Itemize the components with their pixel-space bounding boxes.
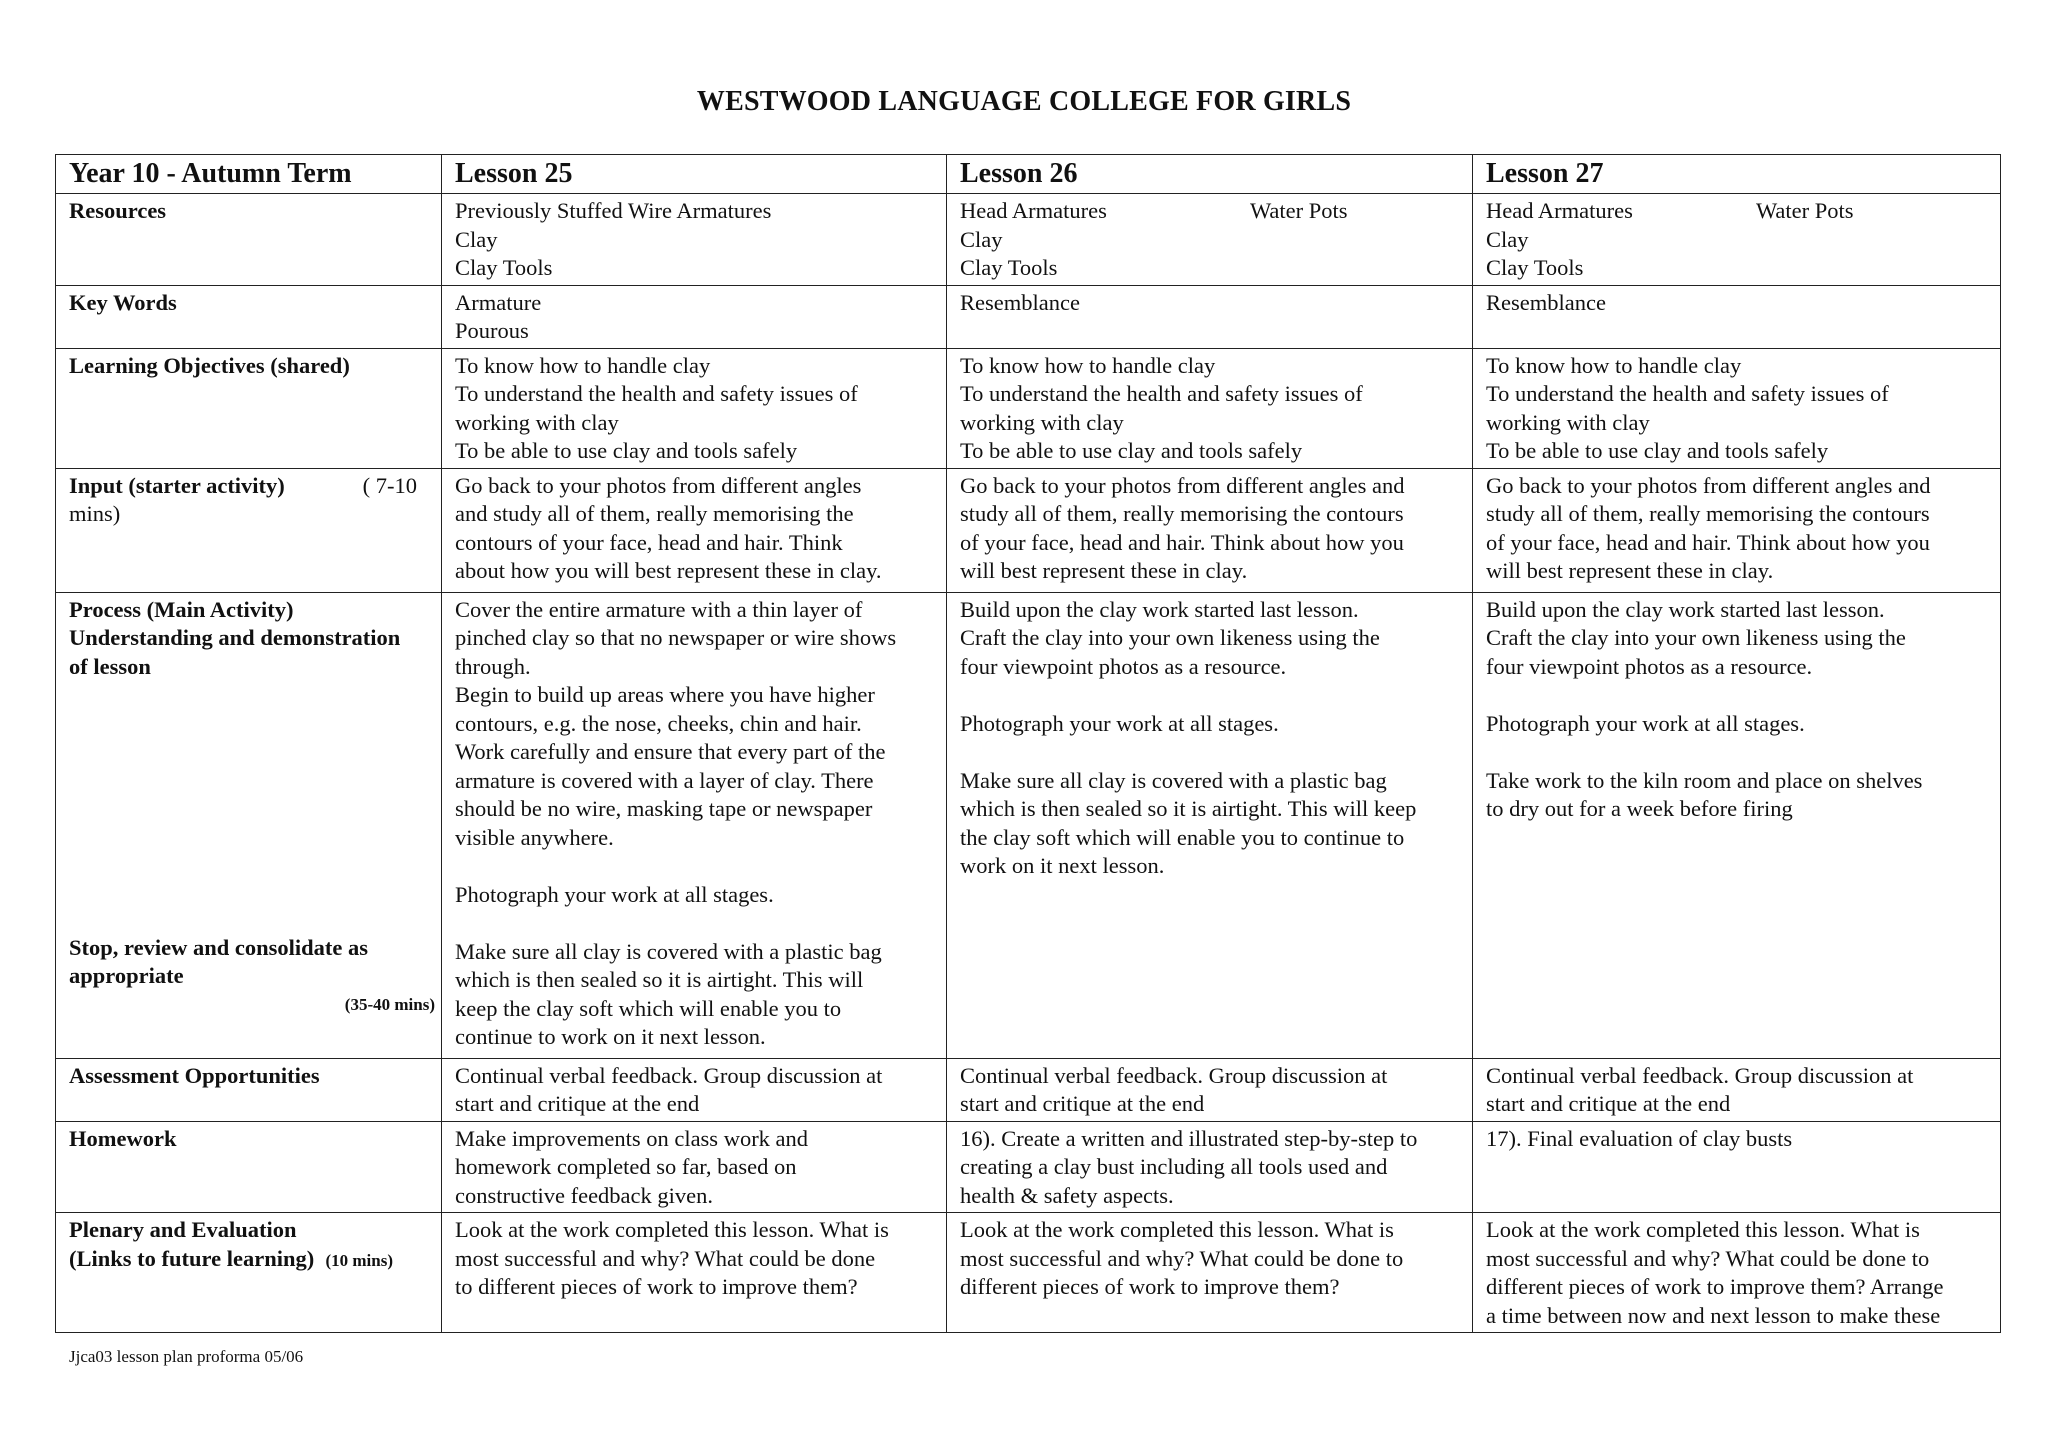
resources-lesson-27 [1473,194,2001,286]
row-label: Key Words [56,285,442,348]
cell-line [1486,197,1994,226]
cell-line: contours of your face, head and hair. Think [455,529,843,555]
cell-line: different pieces of work to improve them? Arrange [1486,1274,1944,1299]
lesson-25-header: Lesson 25 [442,155,947,194]
homework-lesson-27 [1473,1121,2001,1213]
row-label: Input (starter activity) [69,472,285,498]
cell-line: pinched clay so that no newspaper or wire shows [455,625,897,650]
cell-line: Resemblance [1486,289,1606,315]
cell-line: will best represent these in clay. [960,558,1248,583]
cell-line: armature is covered with a layer of clay. There [455,767,874,793]
cell-line: keep the clay soft which will enable you to [455,995,842,1021]
cell-line: working with clay [455,409,619,435]
cell-line [455,909,940,938]
objectives-lesson-27 [1473,348,2001,468]
key-words-row [56,285,2001,348]
cell-line: Make sure all clay is covered with a plastic bag [960,767,1387,793]
cell-line: different pieces of work to improve them? [960,1274,1340,1299]
cell-line: Continual verbal feedback. Group discussion at [1486,1062,1914,1088]
cell-line: 16). Create a written and illustrated step-by-step to [960,1125,1418,1151]
cell-line: Look at the work completed this lesson. What is [1486,1217,1920,1242]
cell-line: Previously Stuffed Wire Armatures [455,198,772,223]
cell-line: constructive feedback given. [455,1182,714,1208]
cell-line: should be no wire, masking tape or newspaper [455,796,873,821]
cell-line: Clay Tools [455,255,553,280]
cell-line: a time between now and next lesson to make these [1486,1302,1941,1328]
cell-line: To know how to handle clay [1486,352,1742,378]
process-label-cell [56,592,442,1058]
homework-row [56,1121,2001,1213]
cell-line: of your face, head and hair. Think about how you [1486,529,1930,555]
cell-line: Pourous [455,318,529,343]
plenary-time: (10 mins) [325,1250,394,1270]
cell-line [960,738,1466,767]
cell-line: to different pieces of work to improve them? [455,1274,858,1299]
assessment-row [56,1058,2001,1121]
cell-line: Cover the entire armature with a thin layer of [455,596,863,622]
resource-item: Water Pots [1756,198,1854,223]
cell-line: start and critique at the end [960,1091,1205,1116]
cell-line: four viewpoint photos as a resource. [960,653,1287,679]
cell-line: working with clay [1486,409,1650,435]
resource-item: Water Pots [1250,198,1348,223]
cell-line: which is then sealed so it is airtight. This will [455,967,864,992]
cell-line: Make improvements on class work and [455,1125,809,1151]
row-label: Understanding and demonstration [69,625,401,650]
cell-line: To understand the health and safety issues of [960,381,1363,406]
cell-line: start and critique at the end [455,1091,700,1116]
assessment-lesson-27 [1473,1058,2001,1121]
resource-item: Head Armatures [960,198,1107,223]
row-label: of lesson [69,653,151,679]
cell-line: working with clay [960,409,1124,435]
cell-line: To understand the health and safety issues of [1486,381,1889,406]
resources-row [56,194,2001,286]
cell-line: Clay Tools [1486,255,1584,280]
cell-line: Clay [455,226,498,252]
cell-line: creating a clay bust including all tools used and [960,1154,1388,1179]
cell-line: Photograph your work at all stages. [1486,710,1805,736]
cell-line: Go back to your photos from different angles and [960,472,1405,498]
cell-line: Clay [1486,226,1529,252]
cell-line: homework completed so far, based on [455,1154,797,1179]
cell-line: visible anywhere. [455,824,614,850]
cell-line: 17). Final evaluation of clay busts [1486,1125,1793,1151]
cell-line: Resemblance [960,289,1080,315]
process-lesson-27 [1473,592,2001,1058]
homework-lesson-26 [947,1121,1473,1213]
input-lesson-25 [442,468,947,592]
cell-line: the clay soft which will enable you to continue to [960,824,1405,850]
assessment-lesson-25 [442,1058,947,1121]
key-words-lesson-26 [947,285,1473,348]
cell-line: work on it next lesson. [960,853,1165,878]
cell-line: through. [455,653,531,679]
cell-line: which is then sealed so it is airtight. This will keep [960,796,1417,821]
cell-line: Build upon the clay work started last lesson. [960,596,1359,622]
cell-line [960,681,1466,710]
cell-line: Continual verbal feedback. Group discussion at [455,1062,883,1088]
cell-line: To know how to handle clay [455,352,711,378]
cell-line: Craft the clay into your own likeness using the [1486,625,1906,650]
cell-line: Look at the work completed this lesson. What is [960,1217,1394,1242]
objectives-lesson-26 [947,348,1473,468]
resource-item: Head Armatures [1486,198,1633,223]
cell-line: study all of them, really memorising the contours [1486,501,1930,526]
cell-line [69,1245,435,1276]
cell-line: and study all of them, really memorising the [455,501,854,526]
cell-line: Photograph your work at all stages. [455,881,774,907]
row-label-cont: mins) [69,501,121,526]
cell-line: four viewpoint photos as a resource. [1486,653,1813,679]
cell-line [69,472,435,501]
cell-line: Go back to your photos from different angles and [1486,472,1931,498]
objectives-lesson-25 [442,348,947,468]
cell-line: health & safety aspects. [960,1182,1174,1208]
row-label: (Links to future learning) [69,1245,315,1271]
process-lesson-25 [442,592,947,1058]
cell-line: Continual verbal feedback. Group discussion at [960,1062,1388,1088]
plenary-label-cell [56,1213,442,1333]
cell-line [1486,681,1994,710]
cell-line: start and critique at the end [1486,1091,1731,1116]
cell-line: Go back to your photos from different angles [455,472,862,498]
cell-line: Begin to build up areas where you have higher [455,682,875,707]
review-label-block [69,934,435,1020]
plenary-lesson-26 [947,1213,1473,1333]
process-row [56,592,2001,1058]
cell-line: Clay [960,226,1003,252]
footer-note: Jjca03 lesson plan proforma 05/06 [69,1347,304,1366]
row-label: Plenary and Evaluation [69,1217,297,1242]
plenary-lesson-27 [1473,1213,2001,1333]
key-words-lesson-27 [1473,285,2001,348]
plenary-row [56,1213,2001,1333]
table-header-row [56,155,2001,194]
cell-line: Look at the work completed this lesson. What is [455,1217,889,1242]
cell-line: Make sure all clay is covered with a plastic bag [455,938,882,964]
cell-line: Work carefully and ensure that every part of the [455,739,886,764]
cell-line [455,852,940,881]
row-label: Homework [56,1121,442,1213]
cell-line: about how you will best represent these in clay. [455,558,882,583]
cell-line: To know how to handle clay [960,352,1216,378]
cell-line: Armature [455,289,542,315]
assessment-lesson-26 [947,1058,1473,1121]
lesson-27-header: Lesson 27 [1473,155,2001,194]
key-words-lesson-25 [442,285,947,348]
row-label: Learning Objectives (shared) [56,348,442,468]
objectives-row [56,348,2001,468]
cell-line: Photograph your work at all stages. [960,710,1279,736]
cell-line: contours, e.g. the nose, cheeks, chin and hair. [455,710,862,736]
cell-line: Build upon the clay work started last lesson. [1486,596,1885,622]
row-label: Assessment Opportunities [56,1058,442,1121]
cell-line: to dry out for a week before firing [1486,796,1793,821]
cell-line: most successful and why? What could be done [455,1245,876,1271]
lesson-26-header: Lesson 26 [947,155,1473,194]
cell-line: To understand the health and safety issues of [455,381,858,406]
cell-line [1486,738,1994,767]
process-lesson-26 [947,592,1473,1058]
cell-line: Take work to the kiln room and place on shelves [1486,767,1923,793]
cell-line [960,197,1466,226]
row-label: Stop, review and consolidate as [69,934,368,960]
lesson-plan-table [55,154,2001,1333]
cell-line: study all of them, really memorising the contours [960,501,1404,526]
resources-lesson-25 [442,194,947,286]
review-time: (35-40 mins) [344,994,435,1014]
input-lesson-27 [1473,468,2001,592]
cell-line: most successful and why? What could be done to [1486,1245,1930,1271]
resources-lesson-26 [947,194,1473,286]
input-time: ( 7-10 [362,472,417,498]
cell-line: of your face, head and hair. Think about how you [960,529,1404,555]
cell-line: Clay Tools [960,255,1058,280]
cell-line: will best represent these in clay. [1486,558,1774,583]
plenary-lesson-25 [442,1213,947,1333]
input-lesson-26 [947,468,1473,592]
row-label: Resources [56,194,442,286]
input-row [56,468,2001,592]
cell-line: To be able to use clay and tools safely [1486,438,1829,463]
term-header: Year 10 - Autumn Term [56,155,442,194]
input-label-cell [56,468,442,592]
homework-lesson-25 [442,1121,947,1213]
page-title: WESTWOOD LANGUAGE COLLEGE FOR GIRLS [696,86,1352,117]
row-label: appropriate [69,963,184,988]
cell-line: To be able to use clay and tools safely [960,438,1303,463]
row-label: Process (Main Activity) [69,596,294,622]
cell-line: To be able to use clay and tools safely [455,438,798,463]
cell-line: Craft the clay into your own likeness using the [960,625,1380,650]
cell-line: most successful and why? What could be done to [960,1245,1404,1271]
cell-line: continue to work on it next lesson. [455,1024,766,1049]
